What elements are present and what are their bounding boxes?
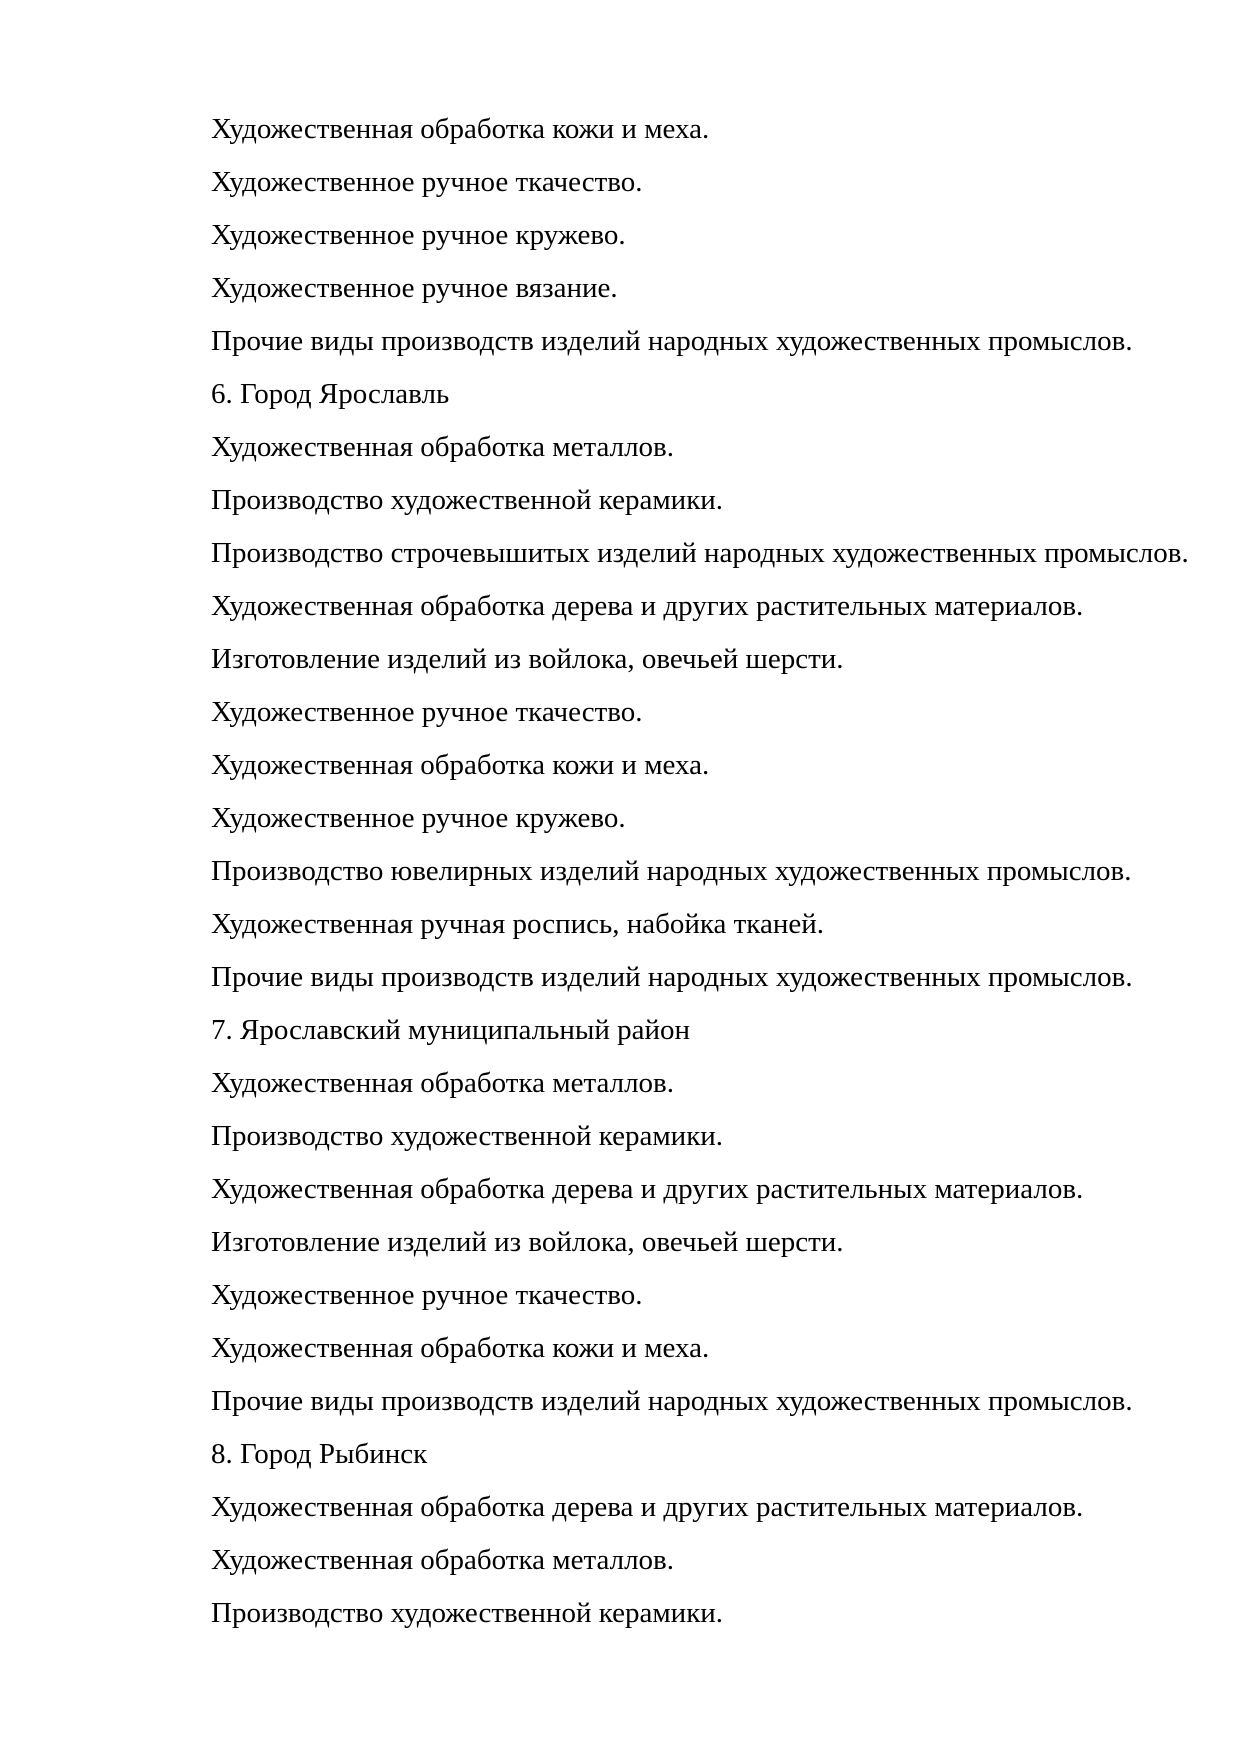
document-paragraph: Изготовление изделий из войлока, овечьей шерсти. bbox=[211, 643, 844, 675]
document-paragraph: Производство художественной керамики. bbox=[211, 484, 724, 516]
document-paragraph: Художественная обработка дерева и других растительных материалов. bbox=[211, 1173, 1084, 1205]
document-paragraph: Художественная обработка металлов. bbox=[211, 431, 674, 463]
document-paragraph: Художественное ручное кружево. bbox=[211, 219, 626, 251]
document-paragraph: Художественное ручное ткачество. bbox=[211, 166, 643, 198]
section-heading: 8. Город Рыбинск bbox=[211, 1438, 428, 1470]
document-paragraph: Художественное ручное вязание. bbox=[211, 272, 618, 304]
document-paragraph: Прочие виды производств изделий народных художественных промыслов. bbox=[211, 1385, 1133, 1417]
document-paragraph: Производство строчевышитых изделий народных художественных промыслов. bbox=[211, 537, 1189, 569]
document-paragraph: Художественное ручное ткачество. bbox=[211, 696, 643, 728]
document-paragraph: Художественное ручное кружево. bbox=[211, 802, 626, 834]
document-paragraph: Художественная обработка дерева и других растительных материалов. bbox=[211, 1491, 1084, 1523]
document-paragraph: Художественная обработка металлов. bbox=[211, 1544, 674, 1576]
document-paragraph: Прочие виды производств изделий народных художественных промыслов. bbox=[211, 325, 1133, 357]
document-paragraph: Художественная ручная роспись, набойка тканей. bbox=[211, 908, 824, 940]
document-paragraph: Художественная обработка металлов. bbox=[211, 1067, 674, 1099]
document-paragraph: Производство ювелирных изделий народных художественных промыслов. bbox=[211, 855, 1132, 887]
document-paragraph: Художественное ручное ткачество. bbox=[211, 1279, 643, 1311]
document-body bbox=[211, 103, 1189, 1640]
document-paragraph: Художественная обработка дерева и других растительных материалов. bbox=[211, 590, 1084, 622]
document-paragraph: Художественная обработка кожи и меха. bbox=[211, 749, 710, 781]
document-paragraph: Производство художественной керамики. bbox=[211, 1597, 724, 1629]
section-heading: 6. Город Ярославль bbox=[211, 378, 450, 410]
document-paragraph: Прочие виды производств изделий народных художественных промыслов. bbox=[211, 961, 1133, 993]
document-paragraph: Художественная обработка кожи и меха. bbox=[211, 1332, 710, 1364]
document-paragraph: Изготовление изделий из войлока, овечьей шерсти. bbox=[211, 1226, 844, 1258]
section-heading: 7. Ярославский муниципальный район bbox=[211, 1014, 691, 1046]
document-paragraph: Художественная обработка кожи и меха. bbox=[211, 113, 710, 145]
document-paragraph: Производство художественной керамики. bbox=[211, 1120, 724, 1152]
